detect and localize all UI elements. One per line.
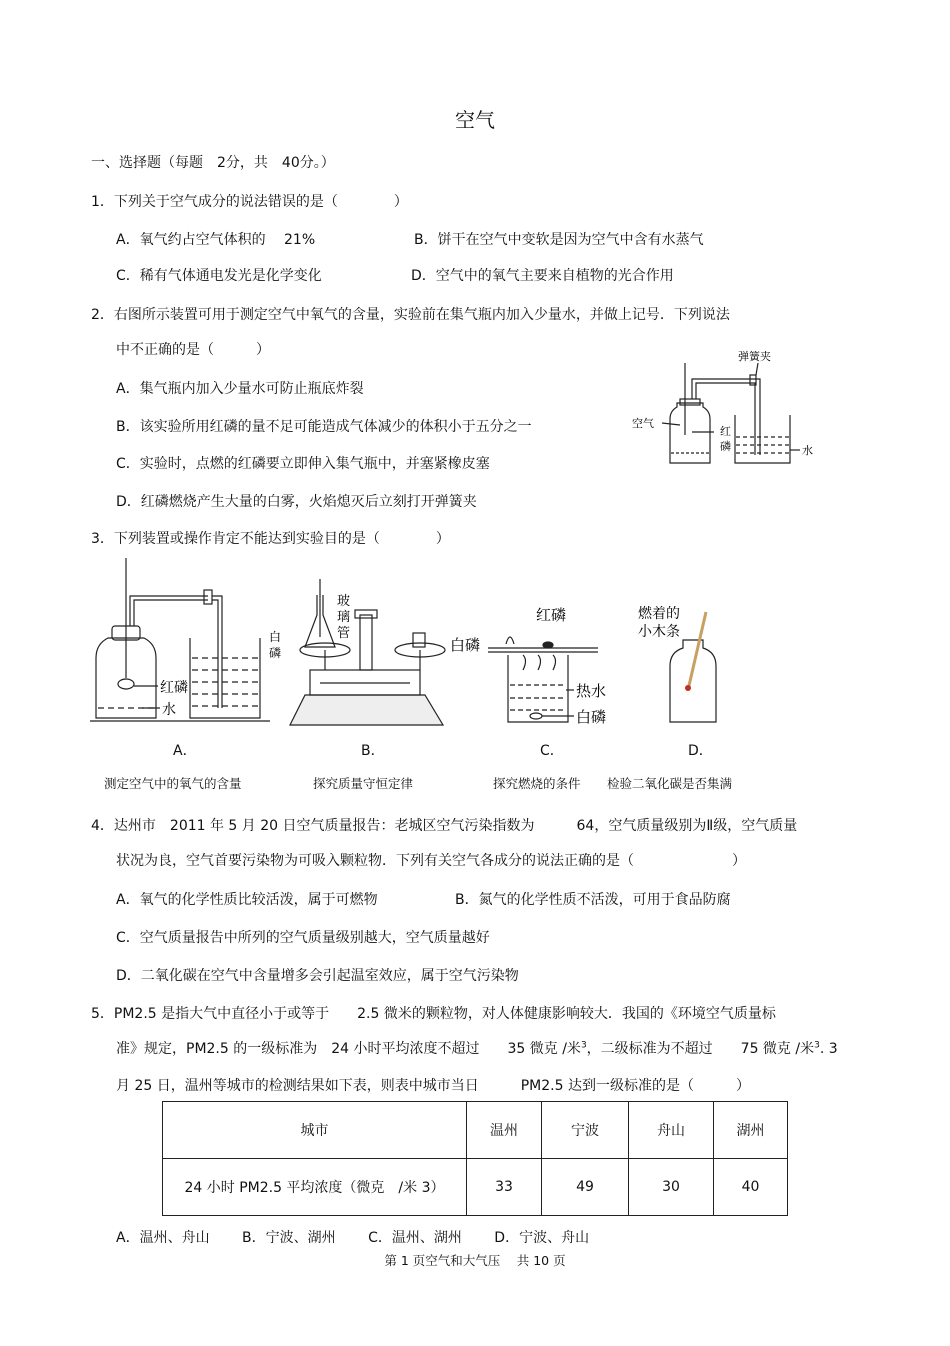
q3-caption-b: 探究质量守恒定律 bbox=[313, 776, 414, 791]
page-title: 空气 bbox=[455, 108, 495, 132]
table-cell: 33 bbox=[467, 1159, 542, 1216]
pm25-table bbox=[162, 1101, 788, 1216]
fig-b-white-1: 白 bbox=[269, 630, 282, 644]
table-header-cell: 城市 bbox=[163, 1102, 467, 1159]
q3-stem: 3．下列装置或操作肯定不能达到实验目的是（ ） bbox=[91, 531, 450, 547]
q4-option-b: B．氮气的化学性质不活泼，可用于食品防腐 bbox=[455, 892, 731, 908]
q5-line2-part1: 准》规定，PM2.5 的一级标准为 24 小时平均浓度不超过 35 微克 /米 bbox=[116, 1041, 581, 1057]
q4-stem-line1: 4．达州市 2011 年 5 月 20 日空气质量报告：老城区空气污染指数为 64，空气质量级别为Ⅱ级，空气质量 bbox=[91, 818, 798, 834]
fig-c-white-phosphorus-left-label: 白磷 bbox=[450, 636, 481, 654]
q5-line1: 5．PM2.5 是指大气中直径小于或等于 2.5 微米的颗粒物，对人体健康影响较大．我国的《环境空气质量标 bbox=[91, 1006, 776, 1022]
fig-a-water-label: 水 bbox=[162, 702, 176, 718]
q1-stem: 1．下列关于空气成分的说法错误的是（ ） bbox=[91, 194, 408, 210]
table-cell: 40 bbox=[714, 1159, 788, 1216]
q3-option-a-letter: A． bbox=[173, 743, 197, 759]
table-header-cell: 舟山 bbox=[629, 1102, 714, 1159]
q2-option-c: C．实验时，点燃的红磷要立即伸入集气瓶中，并塞紧橡皮塞 bbox=[116, 456, 490, 472]
section-heading: 一、选择题（每题 2分，共 40分。） bbox=[91, 155, 335, 171]
fig-d-label-line2: 小木条 bbox=[638, 624, 680, 640]
label-spring-clip: 弹簧夹 bbox=[738, 350, 771, 363]
q3-figure-b bbox=[265, 575, 460, 730]
q4-stem-line2: 状况为良，空气首要污染物为可吸入颗粒物．下列有关空气各成分的说法正确的是（ ） bbox=[116, 853, 746, 869]
q5-sup-1: 3 bbox=[580, 1040, 587, 1051]
q1-option-c: C．稀有气体通电发光是化学变化 bbox=[116, 268, 322, 284]
table-header-row bbox=[163, 1102, 788, 1159]
q1-option-b: B．饼干在空气中变软是因为空气中含有水蒸气 bbox=[414, 232, 704, 248]
page-footer: 第 1 页空气和大气压 共 10 页 bbox=[384, 1253, 566, 1268]
q1-option-d: D．空气中的氧气主要来自植物的光合作用 bbox=[411, 268, 674, 284]
q4-option-c: C．空气质量报告中所列的空气质量级别越大，空气质量越好 bbox=[116, 930, 490, 946]
q2-stem-line2: 中不正确的是（ ） bbox=[116, 342, 270, 358]
fig-b-glass-3: 管 bbox=[337, 626, 351, 641]
table-cell: 30 bbox=[629, 1159, 714, 1216]
table-header-cell: 湖州 bbox=[714, 1102, 788, 1159]
q5-line2-part3: . 3 bbox=[819, 1041, 838, 1057]
q2-apparatus-figure bbox=[630, 345, 825, 470]
fig-d-label-line1: 燃着的 bbox=[638, 606, 680, 622]
q3-caption-a: 测定空气中的氧气的含量 bbox=[104, 776, 242, 791]
q5-line2 bbox=[116, 1038, 838, 1058]
table-header-cell: 宁波 bbox=[542, 1102, 629, 1159]
fig-c-red-phosphorus-label: 红磷 bbox=[536, 606, 567, 624]
label-phosphorus: 磷 bbox=[720, 440, 731, 453]
q5-sup-2: 3 bbox=[814, 1040, 820, 1051]
fig-c-hot-water-label: 热水 bbox=[576, 682, 607, 700]
q3-figure-d bbox=[630, 600, 730, 728]
table-row bbox=[163, 1159, 788, 1216]
q3-figure-a bbox=[90, 558, 270, 728]
table-header-cell: 温州 bbox=[467, 1102, 542, 1159]
table-cell: 24 小时 PM2.5 平均浓度（微克 /米 3） bbox=[163, 1159, 467, 1216]
q3-caption-d: 检验二氧化碳是否集满 bbox=[607, 776, 733, 791]
q2-stem-line1: 2．右图所示装置可用于测定空气中氧气的含量，实验前在集气瓶内加入少量水，并做上记号．下列说法 bbox=[91, 307, 730, 323]
label-water: 水 bbox=[802, 444, 813, 457]
q4-option-d: D．二氧化碳在空气中含量增多会引起温室效应，属于空气污染物 bbox=[116, 968, 519, 984]
q3-figure-c bbox=[448, 600, 628, 730]
q3-option-d-letter: D． bbox=[688, 743, 713, 759]
fig-b-white-2: 磷 bbox=[269, 646, 282, 660]
q3-caption-c: 探究燃烧的条件 bbox=[493, 776, 581, 791]
q3-option-c-letter: C． bbox=[540, 743, 564, 759]
q5-line2-part2: ，二级标准为不超过 75 微克 /米 bbox=[586, 1041, 815, 1057]
label-air: 空气 bbox=[632, 417, 654, 430]
fig-b-glass-2: 璃 bbox=[337, 610, 351, 625]
q2-option-b: B．该实验所用红磷的量不足可能造成气体减少的体积小于五分之一 bbox=[116, 419, 532, 435]
fig-a-red-phosphorus-label: 红磷 bbox=[160, 680, 188, 696]
q5-line3: 月 25 日，温州等城市的检测结果如下表，则表中城市当日 PM2.5 达到一级标准的是（ ） bbox=[116, 1078, 750, 1094]
label-red: 红 bbox=[720, 425, 731, 438]
q1-option-a: A．氧气约占空气体积的 21% bbox=[116, 232, 316, 248]
table-cell: 49 bbox=[542, 1159, 629, 1216]
q4-option-a: A．氧气的化学性质比较活泼，属于可燃物 bbox=[116, 892, 378, 908]
q3-option-b-letter: B． bbox=[361, 743, 385, 759]
q2-option-a: A．集气瓶内加入少量水可防止瓶底炸裂 bbox=[116, 381, 364, 397]
fig-c-white-phosphorus-bottom-label: 白磷 bbox=[576, 708, 607, 726]
q5-options: A．温州、舟山 B．宁波、湖州 C．温州、湖州 D．宁波、舟山 bbox=[116, 1230, 590, 1246]
fig-b-glass-1: 玻 bbox=[337, 594, 351, 609]
q2-option-d: D．红磷燃烧产生大量的白雾，火焰熄灭后立刻打开弹簧夹 bbox=[116, 494, 477, 510]
